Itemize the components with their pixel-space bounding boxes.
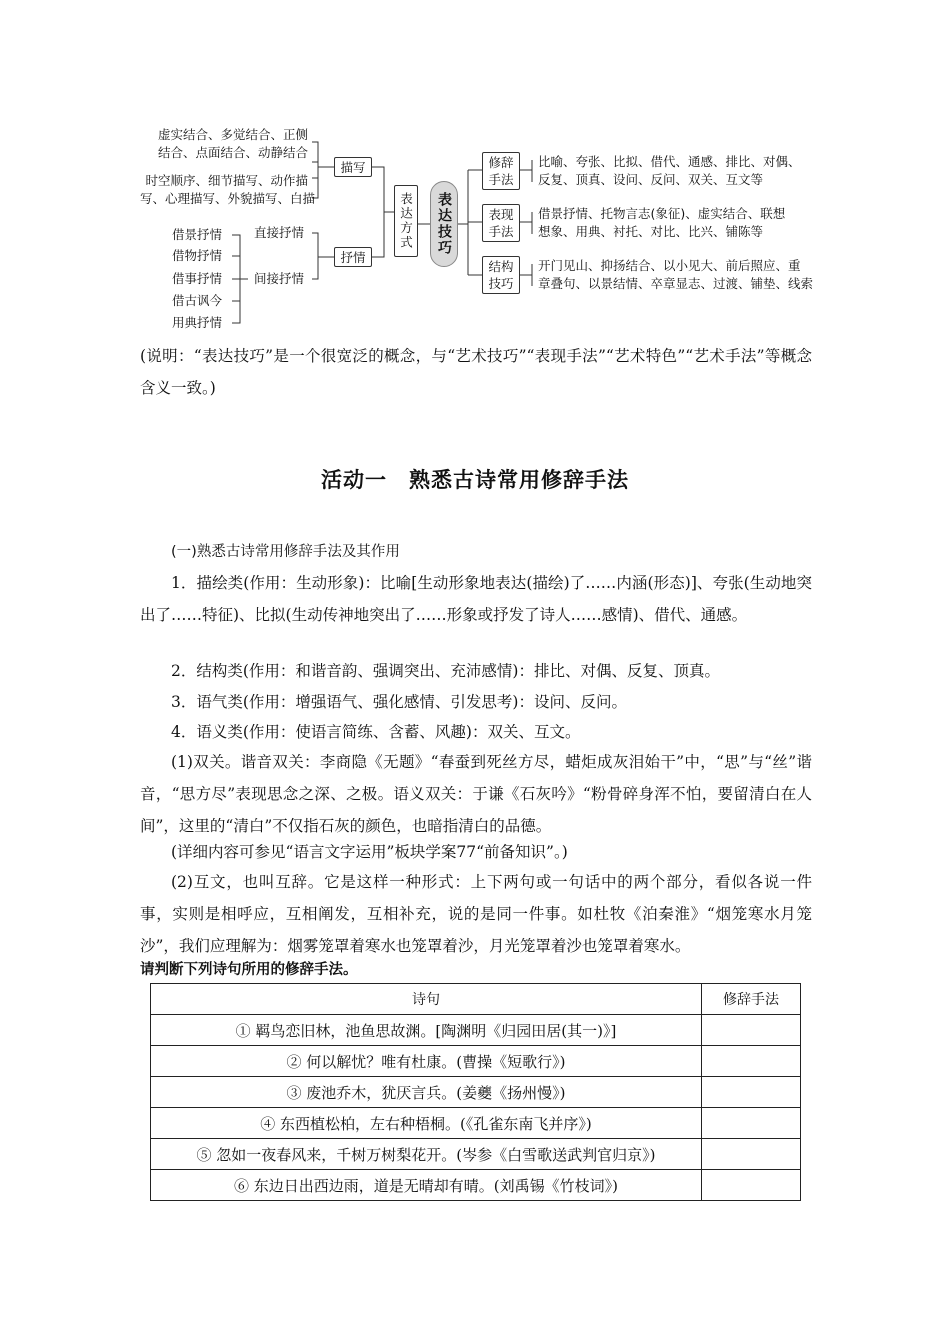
verse-cell: ② 何以解忧？唯有杜康。(曹操《短歌行》) [151, 1046, 702, 1077]
section-subtitle: (一)熟悉古诗常用修辞手法及其作用 [171, 544, 400, 560]
table-row [151, 1170, 801, 1201]
miaoxie-item-2: 时空顺序、细节描写、动作描 写、心理描写、外貌描写、白描 [140, 173, 316, 206]
table-row [151, 1015, 801, 1046]
structure-list: 开门见山、抑扬结合、以小见大、前后照应、重 章叠句、以景结情、卒章显志、过渡、铺垫、线索 [538, 258, 814, 291]
paragraph-2: 2．结构类(作用：和谐音韵、强调突出、充沛感情)：排比、对偶、反复、顶真。 [171, 662, 720, 680]
verse-cell: ⑥ 东边日出西边雨，道是无晴却有晴。(刘禹锡《竹枝词》) [151, 1170, 702, 1201]
verse-cell: ⑤ 忽如一夜春风来，千树万树梨花开。(岑参《白雪歌送武判官归京》) [151, 1139, 702, 1170]
table-row [151, 1108, 801, 1139]
paragraph-5: (1)双关。谐音双关：李商隐《无题》“春蚕到死丝方尽，蜡炬成灰泪始干”中，“思”与“丝”谐音，“思方尽”表现思念之深、之极。语义双关：于谦《石灰吟》“粉骨碎身浑不怕，要留清白在人间”，这里的“清白”不仅指石灰的颜色，也暗指清白的品德。 [140, 753, 812, 835]
knowledge-diagram [0, 0, 950, 340]
shuqing-box: 抒情 [334, 247, 372, 267]
answer-cell[interactable] [702, 1170, 801, 1201]
header-verse: 诗句 [151, 984, 702, 1015]
expression-method-box: 表现 手法 [482, 204, 520, 242]
rhetoric-table [150, 983, 801, 1201]
table-row [151, 1139, 801, 1170]
paragraph-6: (详细内容可参见“语言文字运用”板块学案77“前备知识”。) [171, 843, 568, 861]
indirect-item-4: 借古讽今 [172, 293, 223, 308]
page-title: 活动一 熟悉古诗常用修辞手法 [321, 468, 629, 492]
paragraph-7: (2)互文，也叫互辞。它是这样一种形式：上下两句或一句话中的两个部分，看似各说一件事，实则是相呼应，互相阐发，互相补充，说的是同一件事。如杜牧《泊秦淮》“烟笼寒水月笼沙”，我们应理解为：烟雾笼罩着寒水也笼罩着沙，月光笼罩着沙也笼罩着寒水。 [140, 873, 812, 955]
paragraph-3: 3．语气类(作用：增强语气、强化感情、引发思考)：设问、反问。 [171, 693, 627, 711]
table-row [151, 1046, 801, 1077]
indirect-item-2: 借物抒情 [172, 248, 223, 263]
header-rhetoric: 修辞手法 [702, 984, 801, 1015]
miaoxie-item-1: 虚实结合、多觉结合、正侧 结合、点面结合、动静结合 [157, 127, 308, 160]
answer-cell[interactable] [702, 1139, 801, 1170]
rhetoric-box: 修辞 手法 [482, 152, 520, 190]
indirect-lyric: 间接抒情 [254, 271, 305, 286]
table-header-row [151, 984, 801, 1015]
indirect-item-3: 借事抒情 [172, 271, 223, 286]
miaoxie-box: 描写 [334, 157, 372, 177]
table-row [151, 1077, 801, 1108]
answer-cell[interactable] [702, 1077, 801, 1108]
diagram-note: (说明：“表达技巧”是一个很宽泛的概念，与“艺术技巧”“表现手法”“艺术特色”“艺术手法”等概念含义一致。) [140, 347, 812, 397]
verse-cell: ③ 废池乔木，犹厌言兵。(姜夔《扬州慢》) [151, 1077, 702, 1108]
expression-technique-center: 表达技巧 [430, 181, 458, 267]
answer-cell[interactable] [702, 1046, 801, 1077]
indirect-item-1: 借景抒情 [172, 227, 223, 242]
verse-cell: ① 羁鸟恋旧林，池鱼思故渊。[陶渊明《归园田居(其一)》] [151, 1015, 702, 1046]
answer-cell[interactable] [702, 1015, 801, 1046]
direct-lyric: 直接抒情 [254, 225, 305, 240]
structure-box: 结构 技巧 [482, 256, 520, 294]
paragraph-4: 4．语义类(作用：使语言简练、含蓄、风趣)：双关、互文。 [171, 723, 581, 741]
expression-mode-box: 表达方式 [394, 185, 418, 257]
expression-method-list: 借景抒情、托物言志(象征)、虚实结合、联想 想象、用典、衬托、对比、比兴、铺陈等 [538, 206, 786, 239]
verse-cell: ④ 东西植松柏，左右种梧桐。(《孔雀东南飞并序》) [151, 1108, 702, 1139]
answer-cell[interactable] [702, 1108, 801, 1139]
indirect-item-5: 用典抒情 [172, 315, 223, 330]
paragraph-1: 1．描绘类(作用：生动形象)：比喻[生动形象地表达(描绘)了……内涵(形态)]、夸张(生动地突出了……特征)、比拟(生动传神地突出了……形象或抒发了诗人……感情)、借代、通感。 [140, 574, 812, 624]
task-instruction: 请判断下列诗句所用的修辞手法。 [140, 962, 358, 978]
rhetoric-list: 比喻、夸张、比拟、借代、通感、排比、对偶、 反复、顶真、设问、反问、双关、互文等 [538, 154, 801, 187]
